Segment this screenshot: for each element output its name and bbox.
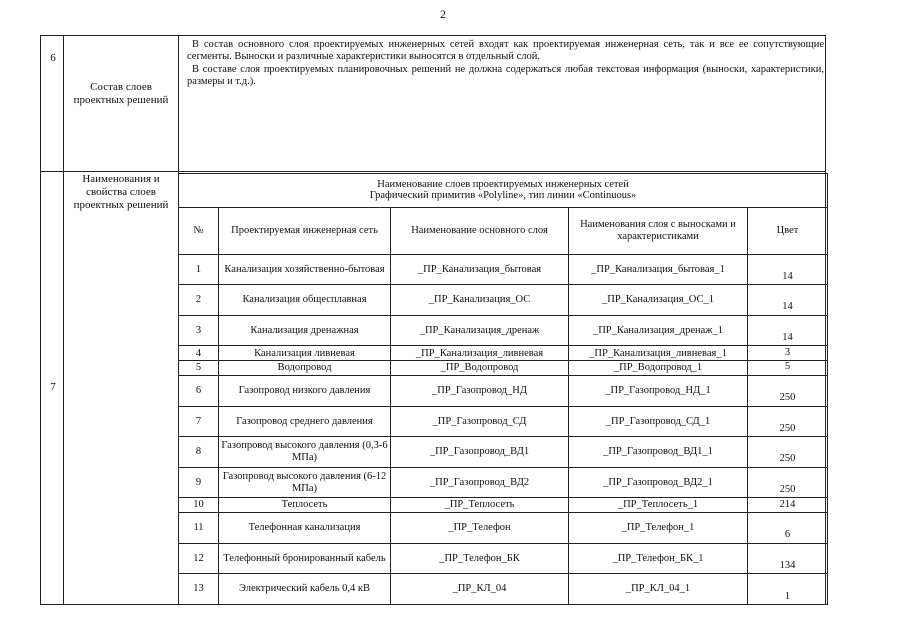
cell-label-layer: _ПР_Канализация_ливневая_1 — [569, 346, 748, 361]
table-row — [179, 467, 828, 498]
cell-main-layer: _ПР_Газопровод_ВД1 — [391, 437, 569, 468]
cell-label-layer: _ПР_КЛ_04_1 — [569, 574, 748, 605]
cell-main-layer: _ПР_Теплосеть — [391, 498, 569, 513]
table-row — [179, 315, 828, 346]
header-network: Проектируемая инженерная сеть — [219, 207, 391, 254]
header-main-layer: Наименование основного слоя — [391, 207, 569, 254]
cell-num: 11 — [179, 513, 219, 544]
cell-num: 9 — [179, 467, 219, 498]
header-num: № — [179, 207, 219, 254]
cell-color: 14 — [748, 315, 828, 346]
table-row — [179, 346, 828, 361]
cell-network: Канализация хозяйственно-бытовая — [219, 254, 391, 285]
table-row — [179, 375, 828, 406]
cell-network: Газопровод среднего давления — [219, 406, 391, 437]
cell-main-layer: _ПР_Газопровод_НД — [391, 375, 569, 406]
row-6-number: 6 — [50, 52, 56, 64]
cell-label-layer: _ПР_Газопровод_ВД1_1 — [569, 437, 748, 468]
layers-table — [178, 173, 828, 605]
table-caption — [179, 174, 828, 208]
cell-label-layer: _ПР_Канализация_бытовая_1 — [569, 254, 748, 285]
cell-network: Газопровод высокого давления (0,3-6 МПа) — [219, 437, 391, 468]
column-divider — [63, 36, 64, 604]
cell-color: 1 — [748, 574, 828, 605]
cell-color: 250 — [748, 375, 828, 406]
cell-network: Газопровод высокого давления (6-12 МПа) — [219, 467, 391, 498]
caption-line: Графический примитив «Polyline», тип линии «Continuous» — [369, 190, 637, 202]
cell-network: Канализация общесплавная — [219, 285, 391, 316]
cell-label-layer: _ПР_Канализация_дренаж_1 — [569, 315, 748, 346]
table-row — [179, 498, 828, 513]
caption-line: Наименование слоев проектируемых инженерных сетей — [377, 178, 629, 190]
cell-main-layer: _ПР_КЛ_04 — [391, 574, 569, 605]
table-row — [179, 513, 828, 544]
cell-main-layer: _ПР_Канализация_ливневая — [391, 346, 569, 361]
cell-color: 5 — [748, 361, 828, 376]
row-6-label: Состав слоев проектных решений — [73, 81, 169, 106]
table-row — [179, 406, 828, 437]
table-row — [179, 574, 828, 605]
cell-label-layer: _ПР_Телефон_1 — [569, 513, 748, 544]
cell-num: 3 — [179, 315, 219, 346]
cell-num: 5 — [179, 361, 219, 376]
cell-color: 14 — [748, 285, 828, 316]
cell-label-layer: _ПР_Водопровод_1 — [569, 361, 748, 376]
requirements-table — [40, 35, 826, 605]
cell-main-layer: _ПР_Телефон_БК — [391, 543, 569, 574]
cell-label-layer: _ПР_Газопровод_СД_1 — [569, 406, 748, 437]
row-7-label: Наименования и свойства слоев проектных решений — [73, 173, 169, 211]
cell-num: 7 — [179, 406, 219, 437]
table-row — [179, 361, 828, 376]
cell-network: Канализация ливневая — [219, 346, 391, 361]
cell-num: 8 — [179, 437, 219, 468]
header-color: Цвет — [748, 207, 828, 254]
description-paragraph: В составе слоя проектируемых планировочных решений не должна содержаться любая текстовая информация (выноски, характеристики, размеры и т.д.). — [187, 63, 824, 87]
cell-color: 250 — [748, 467, 828, 498]
header-label-layer: Наименования слоя с выносками и характеристиками — [569, 207, 748, 254]
cell-label-layer: _ПР_Телефон_БК_1 — [569, 543, 748, 574]
cell-label-layer: _ПР_Газопровод_ВД2_1 — [569, 467, 748, 498]
cell-network: Электрический кабель 0,4 кВ — [219, 574, 391, 605]
cell-main-layer: _ПР_Канализация_дренаж — [391, 315, 569, 346]
cell-color: 14 — [748, 254, 828, 285]
cell-network: Канализация дренажная — [219, 315, 391, 346]
table-row — [179, 437, 828, 468]
cell-label-layer: _ПР_Газопровод_НД_1 — [569, 375, 748, 406]
cell-main-layer: _ПР_Газопровод_ВД2 — [391, 467, 569, 498]
table-body — [179, 254, 828, 604]
cell-network: Водопровод — [219, 361, 391, 376]
cell-main-layer: _ПР_Телефон — [391, 513, 569, 544]
row-7-number: 7 — [50, 381, 56, 393]
cell-color: 214 — [748, 498, 828, 513]
cell-num: 1 — [179, 254, 219, 285]
cell-color: 134 — [748, 543, 828, 574]
cell-num: 13 — [179, 574, 219, 605]
cell-main-layer: _ПР_Газопровод_СД — [391, 406, 569, 437]
description-paragraph: В состав основного слоя проектируемых инженерных сетей входят как проектируемая инженерная сеть, так и все ее сопутствующие сегменты. Выноски и различные характеристики выносятся в отдельный слой. — [187, 39, 824, 63]
table-row — [179, 285, 828, 316]
cell-num: 4 — [179, 346, 219, 361]
table-row — [179, 254, 828, 285]
cell-num: 6 — [179, 375, 219, 406]
cell-network: Телефонная канализация — [219, 513, 391, 544]
row-divider — [41, 171, 825, 172]
cell-main-layer: _ПР_Канализация_ОС — [391, 285, 569, 316]
row-6-description — [187, 39, 824, 88]
cell-num: 12 — [179, 543, 219, 574]
cell-main-layer: _ПР_Канализация_бытовая — [391, 254, 569, 285]
cell-color: 250 — [748, 437, 828, 468]
cell-label-layer: _ПР_Канализация_ОС_1 — [569, 285, 748, 316]
cell-main-layer: _ПР_Водопровод — [391, 361, 569, 376]
cell-color: 6 — [748, 513, 828, 544]
cell-label-layer: _ПР_Теплосеть_1 — [569, 498, 748, 513]
cell-color: 3 — [748, 346, 828, 361]
table-header-row — [179, 207, 828, 254]
page-number: 2 — [440, 7, 446, 21]
cell-network: Теплосеть — [219, 498, 391, 513]
table-row — [179, 543, 828, 574]
cell-num: 2 — [179, 285, 219, 316]
cell-network: Газопровод низкого давления — [219, 375, 391, 406]
cell-num: 10 — [179, 498, 219, 513]
cell-color: 250 — [748, 406, 828, 437]
cell-network: Телефонный бронированный кабель — [219, 543, 391, 574]
